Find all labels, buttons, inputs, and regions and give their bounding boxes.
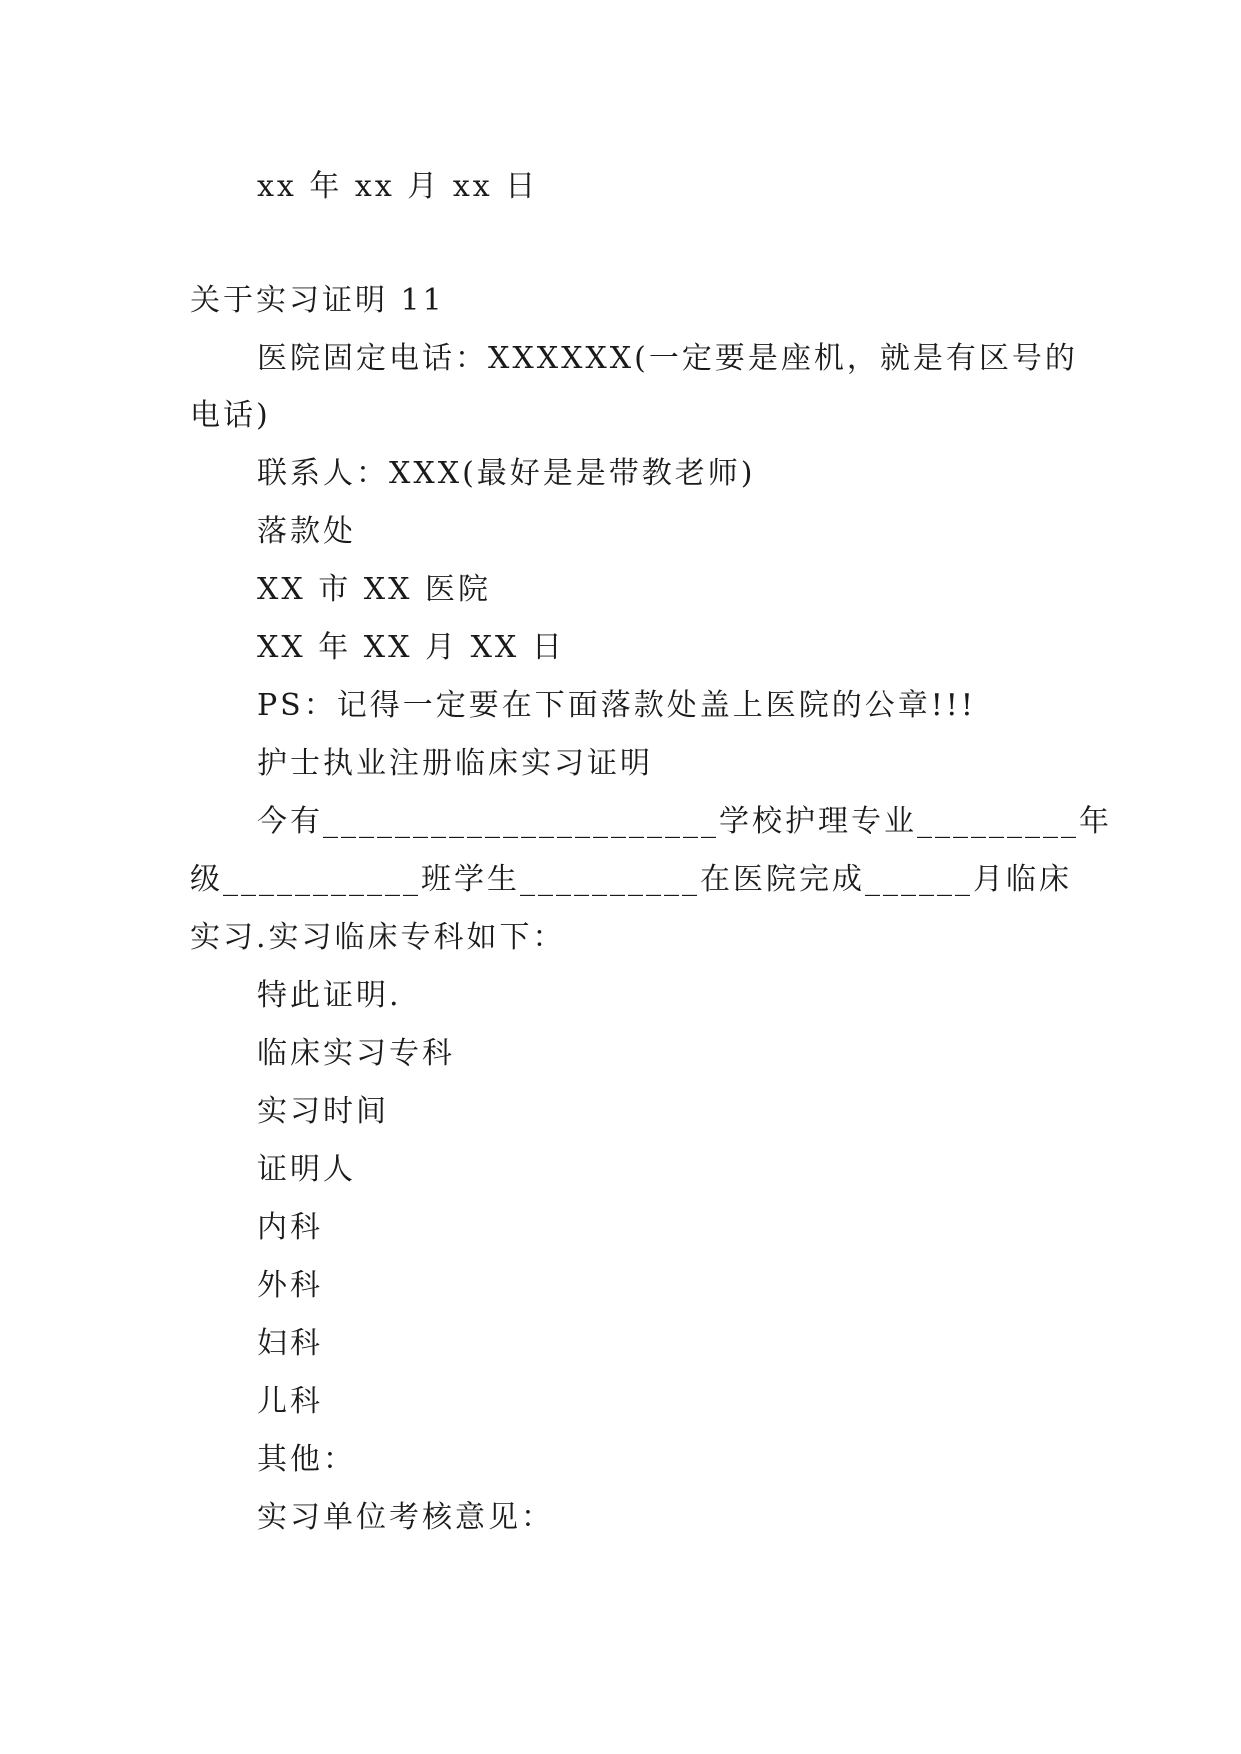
certificate-title: 护士执业注册临床实习证明 xyxy=(257,746,653,781)
col-specialty: 临床实习专科 xyxy=(257,1036,455,1071)
phone-line-1: 医院固定电话：XXXXXX(一定要是座机，就是有区号的 xyxy=(257,341,1078,376)
contact-line: 联系人：XXX(最好是是带教老师) xyxy=(257,456,756,491)
phone-line-2: 电话) xyxy=(190,398,271,433)
col-witness: 证明人 xyxy=(257,1152,356,1187)
dept-other: 其他： xyxy=(257,1442,356,1477)
date-top: xx 年 xx 月 xx 日 xyxy=(257,169,539,204)
body-line-1: 今有______________________学校护理专业_________年 xyxy=(257,804,1112,839)
signature-date: XX 年 XX 月 XX 日 xyxy=(257,630,565,665)
body-line-2: 级___________班学生__________在医院完成______月临床 xyxy=(190,862,1072,897)
signature-label: 落款处 xyxy=(257,514,356,549)
dept-pediatrics: 儿科 xyxy=(257,1384,323,1419)
col-time: 实习时间 xyxy=(257,1094,389,1129)
hereby-certify: 特此证明. xyxy=(257,978,402,1013)
dept-gynecology: 妇科 xyxy=(257,1326,323,1361)
hospital-name: XX 市 XX 医院 xyxy=(257,572,492,607)
ps-note: PS：记得一定要在下面落款处盖上医院的公章!!! xyxy=(257,688,976,723)
dept-surgery: 外科 xyxy=(257,1268,323,1303)
dept-internal-medicine: 内科 xyxy=(257,1210,323,1245)
assessment-opinion: 实习单位考核意见： xyxy=(257,1500,554,1535)
body-line-3: 实习.实习临床专科如下： xyxy=(190,920,566,955)
section-title: 关于实习证明 11 xyxy=(190,283,445,318)
